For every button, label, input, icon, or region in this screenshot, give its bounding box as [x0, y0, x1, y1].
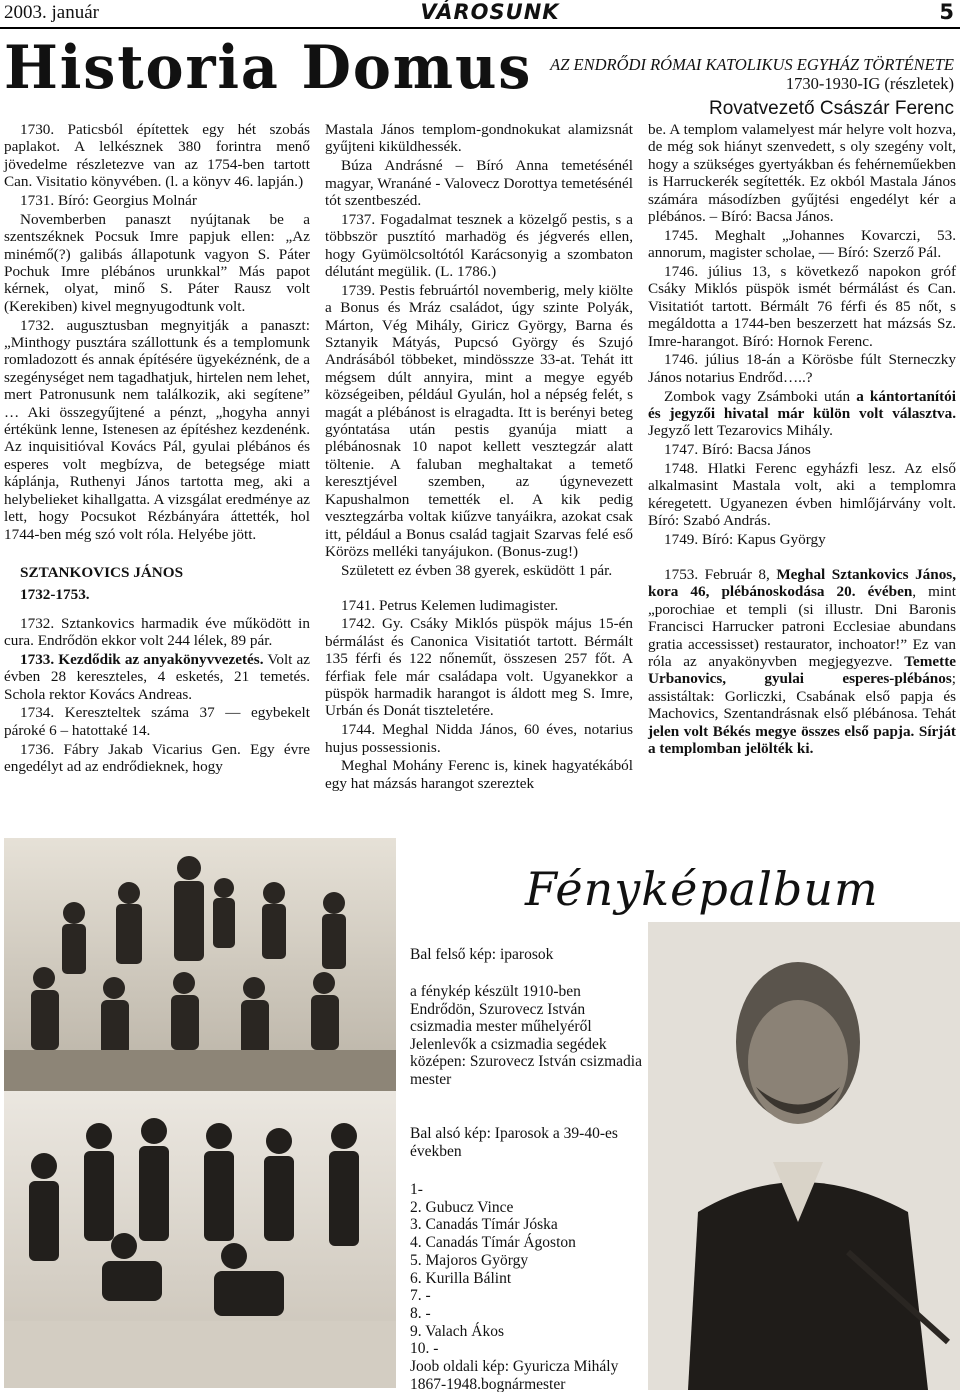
- header-date: 2003. január: [4, 2, 99, 23]
- paragraph: 1730. Paticsból építettek egy hét szobás paplakot. A lelkésznek 380 forintra menő jövedelme részletezve van az 1754-ben tartott Can. Visitatio könyvében. (l. a könyv 46. lapján.): [4, 121, 310, 191]
- header-rule: [0, 27, 960, 29]
- list-item: 6. Kurilla Bálint: [410, 1269, 512, 1287]
- bold-text: jelen volt Békés megye összes első papja. Sírját a templomban jelölték ki.: [648, 722, 956, 757]
- section-title: Historia Domus: [4, 33, 533, 103]
- paragraph: 1737. Fogadalmat tesznek a közelgő pestis, s a többször pusztító marhadög és jégverés ellen, hogy Gyümölcsoltótól Karácsonyig a szombaton délutánt megülik. (L. 1786.): [325, 210, 633, 281]
- paragraph: 1745. Meghalt „Johannes Kovarczi, 53. annorum, magister scholae, — Bíró: Szerző Pál.: [648, 226, 956, 262]
- list-item: 4. Canadás Tímár Ágoston: [410, 1234, 576, 1252]
- section-heading: SZTANKOVICS JÁNOS: [20, 564, 184, 582]
- caption-name-list: [410, 1181, 648, 1392]
- paragraph: 1746. július 18-án a Körösbe fúlt Sterneczky János notarius Endrőd…..?: [648, 351, 956, 386]
- column-editor: Rovatvezető Császár Ferenc: [709, 98, 954, 119]
- paragraph: 1736. Fábry Jakab Vicarius Gen. Egy évre engedélyt ad az endrődieknek, hogy: [4, 740, 310, 775]
- list-item: 8. -: [410, 1304, 431, 1322]
- page-number: 5: [939, 0, 954, 24]
- caption-top-left-detail: a fénykép készült 1910-ben Endrődön, Szurovecz István csizmadia mester műhelyéről Jelenlevők a csizmadia segédek középen: Szurovecz István csizmadia mester: [410, 983, 642, 1088]
- paragraph: 1732. augusztusban megnyitják a panaszt: „Minthogy pusztára szállottunk és a templomunk romladozott és annak építésére ügyekéznénk, de a szegénységet nem tagadhatjuk, hirtelen nem lehet, mert Patronusunk nem találkozik, aki segítene” … Aki összegyűjtené a pénzt, „hogyha annyi értékünk lenne, Istenesen az építéshez kezdenénk. Az inquisitióval Kovács Pál, gyulai plébános és esperes volt megbízva, de betegsége miatt káplánja, Ruthenyi János tartotta meg, aki a helybelieket kihallgatta. A vizsgálat eredménye az lett, hogy Pocsukot Rézbányára áttették, hol 1744-ben még szó volt róla. Helyébe jött.: [4, 316, 310, 543]
- paragraph: [648, 566, 956, 757]
- list-item: 10. -: [410, 1340, 439, 1358]
- paragraph-text: Jegyző lett Tezarovics Mihály.: [648, 422, 833, 440]
- subtitle-line2: 1730-1930-IG (részletek): [785, 74, 954, 93]
- album-title: Fényképalbum: [525, 862, 879, 916]
- paragraph: Mastala János templom-gondnokukat alamizsnát gyűjteni kiküldhessék.: [325, 121, 633, 156]
- section-heading-years: 1732-1753.: [20, 585, 90, 603]
- column-3: [648, 121, 956, 759]
- caption-top-left: Bal felső kép: iparosok: [410, 946, 554, 963]
- paragraph-text: 1753. Február 8,: [664, 565, 777, 583]
- list-item: Joob oldali kép: Gyuricza Mihály: [410, 1358, 619, 1376]
- list-item: 5. Majoros György: [410, 1251, 529, 1269]
- column-1: [4, 121, 310, 777]
- caption-bottom-left: Bal alsó kép: Iparosok a 39-40-es években: [410, 1125, 618, 1160]
- bold-text: 1733. Kezdődik az anyakönyvvezetés.: [20, 650, 264, 668]
- list-item: 9. Valach Ákos: [410, 1322, 504, 1340]
- bold-text: a kántortanítói és jegyzői hivatal már külön volt választva.: [648, 387, 956, 423]
- paragraph: 1734. Kereszteltek száma 37 — egybekelt pároké 6 – hatottaké 14.: [4, 704, 310, 739]
- paragraph: 1746. július 13, s következő napokon gróf Csáky Miklós püspök ismét bérmálást és Can. Visitatiót tartott. Bérmált 76 férfi és 85 nőt, s megáldotta a 1744-ben beszerzett hat mázsás Sz. Imre-harangot. Bíró: Hornok Ferenc.: [648, 263, 956, 350]
- paragraph: Novemberben panaszt nyújtanak be a szentszéknek Pocsuk Imre papjuk ellen: „Az minémő(?) galibás állapotunk vagyon S. Páter Pochuk Imre plébános urunkkal” Más papot kérnek, olyat, minő S. Páter Rausz volt (Kerekiben) kivel megnyugodtunk volt.: [4, 210, 310, 315]
- paragraph: Meghal Mohány Ferenc is, kinek hagyatékából egy hat mázsás harangot szereztek: [325, 757, 633, 792]
- paragraph: 1732. Sztankovics harmadik éve működött in cura. Endrődön ekkor volt 244 lélek, 89 pár.: [4, 614, 310, 649]
- paragraph: 1739. Pestis februártól novemberig, mely kiölte a Bonus és Mráz családot, úgy szinte Polyák, Márton, Vég Mihály, Giricz György, Barna és Sztanyik Mátyás, Pupcsó György és Szujó Andrásából többeket, mindösszze 33-at. Tehát itt mégsem dúlt annyira, mint a megye egyéb községeiben, például Gyulán, hol a népség felét, s magát a plébánost is elragadta. Itt is berényi beteg gyóntatása után pestis gyanúja miatt a plébánosnak 10 napot kellett vesztegzár alatt töltenie. A faluban meghaltakat a temető keresztjével szemben, az úgynevezett Kapushalmon temették el. A kik pedig vesztegzárba voltak kiűzve tanyáikra, azokat csak itt, például a Bonus család tagjait Szarvas felé eső Körözs melléki tanyájukon. (Bonus-zug!): [325, 281, 633, 560]
- paragraph: Búza Andrásné – Bíró Anna temetésénél magyar, Wranáné - Valovecz Dorottya temetésénél tót szentbeszéd.: [325, 157, 633, 210]
- photo-portrait-gyuricza: [648, 922, 960, 1390]
- paragraph: [648, 388, 956, 440]
- paragraph-text: Zombok vagy Zsámboki után: [664, 387, 857, 405]
- paragraph: 1741. Petrus Kelemen ludimagister.: [341, 596, 559, 614]
- paragraph: 1742. Gy. Csáky Miklós püspök május 15-én bérmálást és Canonica Visitatiót tartott. Bérmált 135 férfi és 122 nőneműt, összesen 257 főt. A férfiak fele már családapa volt. Ugyanekkor a püspök harmadik harangot is áldott meg S. Imre, Urbán és Donát tiszteletére.: [325, 615, 633, 720]
- list-item: 7. -: [410, 1287, 431, 1305]
- section-subtitle: [550, 55, 954, 118]
- photo-craftsmen-1910: [4, 838, 396, 1091]
- subtitle-line1: AZ ENDRŐDI RÓMAI KATOLIKUS EGYHÁZ TÖRTÉNETE: [550, 55, 954, 74]
- paragraph: 1731. Bíró: Georgius Molnár: [20, 192, 197, 210]
- list-item: 3. Canadás Tímár Jóska: [410, 1216, 558, 1234]
- bold-text: Meghal Sztankovics János, kora 46, plébánoskodása 20. évében: [648, 565, 957, 601]
- column-2: [325, 121, 633, 794]
- paragraph: 1747. Bíró: Bacsa János: [664, 441, 811, 459]
- paragraph-text: ; assistáltak: Gorliczki, Csabának első papja és Machovics, Szentandrásnak első plébánosa. Tehát: [648, 670, 956, 723]
- paragraph-text: Volt az évben 28 kereszteles, 4 esketés, 21 temetés. Schola rektor Kovács Andreas.: [4, 650, 310, 703]
- list-item: 1867-1948.bognármester: [410, 1375, 566, 1392]
- list-item: 2. Gubucz Vince: [410, 1198, 514, 1216]
- paragraph: 1749. Bíró: Kapus György: [664, 531, 826, 549]
- paragraph: Született ez évben 38 gyerek, esküdött 1 pár.: [341, 561, 613, 579]
- paragraph-text: , mint „porochiae et templi (si illustr. Dni Baronis Francisci Harrucker patroni Ecclesiae abundans gratia accessisset) restaurator, inchoator!” Ez van róla az anyakönyvben megjegyezve.: [648, 583, 956, 670]
- paragraph: [4, 651, 310, 703]
- masthead: VÁROSUNK: [420, 0, 560, 24]
- paragraph: be. A templom valamelyest már helyre volt hozva, de még sok hiányt szenvedett, s oly szegény volt, hogy a szükséges gyertyákban és fehérneműekben is Harruckerék segítették. Ez okból Mastala János számára másodízben gyűjtési engedélyt kér a plébános. – Bíró: Bacsa János.: [648, 121, 956, 226]
- list-item: 1-: [410, 1181, 423, 1198]
- paragraph: 1748. Hlatki Ferenc egyházfi lesz. Az első alkalmasint Mastala volt, aki a templomra kéregetett. Ugyanezen évben himlőjárvány volt. Bíró: Szabó András.: [648, 460, 956, 530]
- paragraph: 1744. Meghal Nidda János, 60 éves, notarius hujus possessionis.: [325, 721, 633, 756]
- bold-text: Temette Urbanovics, gyulai esperes-plébános: [648, 652, 956, 688]
- photo-craftsmen-1940s: [4, 1091, 396, 1388]
